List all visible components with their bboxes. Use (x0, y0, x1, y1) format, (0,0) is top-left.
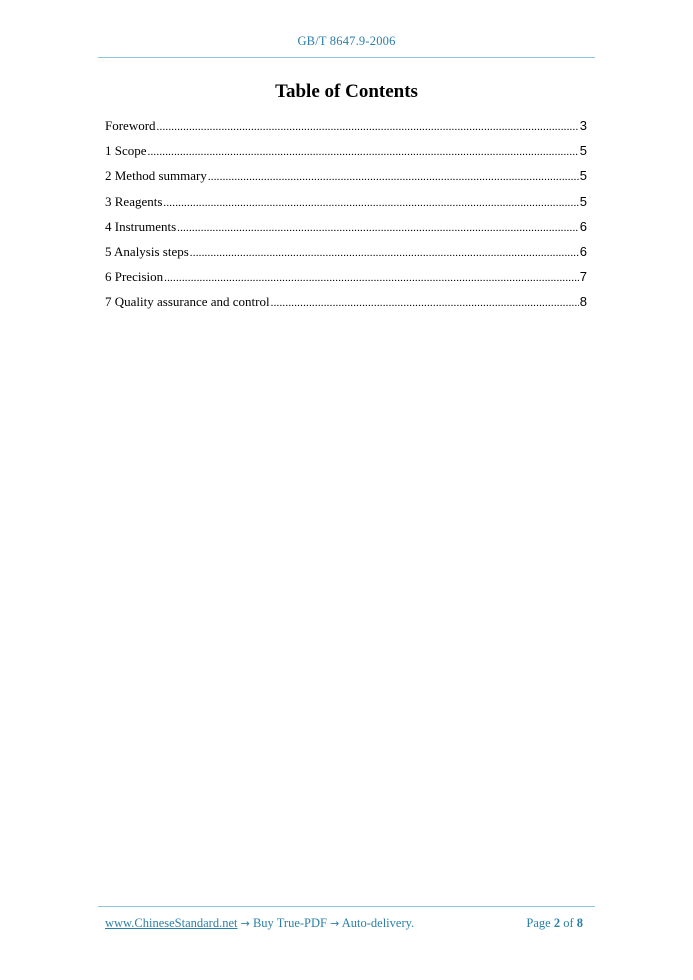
header-divider (98, 57, 595, 58)
total-pages-number: 8 (576, 916, 583, 930)
toc-entry-label: 4 Instruments (105, 218, 177, 234)
toc-dot-leader (157, 121, 579, 133)
toc-entry-label: Foreword (105, 118, 156, 133)
toc-title: Table of Contents (275, 81, 418, 102)
toc-entry-page: 6 (579, 243, 587, 259)
toc-entry-precision[interactable] (105, 269, 587, 294)
toc-dot-leader (163, 197, 578, 209)
toc-dot-leader (148, 146, 579, 158)
toc-entry-foreword[interactable] (105, 118, 587, 143)
page-counter (526, 916, 583, 931)
toc-entry-label: 2 Method summary (105, 168, 207, 184)
auto-delivery-text: Auto-delivery. (341, 916, 415, 930)
toc-entry-label: 1 Scope (105, 143, 147, 159)
toc-list (105, 118, 587, 320)
toc-entry-page: 8 (579, 294, 587, 310)
arrow-right-icon: → (330, 917, 340, 930)
current-page-number: 2 (553, 916, 561, 930)
toc-entry-reagents[interactable] (105, 194, 587, 219)
toc-entry-page: 7 (579, 269, 587, 285)
footer-divider (98, 906, 595, 907)
of-word: of (563, 916, 574, 930)
header-standard-code: GB/T 8647.9-2006 (297, 34, 396, 48)
toc-dot-leader (190, 247, 579, 259)
toc-dot-leader (208, 171, 579, 183)
buy-true-pdf-text: Buy True-PDF (252, 916, 327, 930)
page-word: Page (526, 916, 551, 930)
toc-entry-page: 5 (579, 193, 587, 209)
toc-entry-page: 5 (579, 143, 587, 159)
toc-entry-analysis-steps[interactable] (105, 244, 587, 269)
site-link[interactable]: www.ChineseStandard.net (105, 916, 238, 930)
toc-entry-instruments[interactable] (105, 219, 587, 244)
toc-dot-leader (164, 272, 579, 284)
toc-entry-method-summary[interactable] (105, 168, 587, 193)
toc-entry-page: 3 (579, 118, 587, 133)
arrow-right-icon: → (240, 917, 250, 930)
toc-dot-leader (271, 297, 579, 309)
toc-entry-label: 6 Precision (105, 269, 164, 285)
toc-entry-quality-assurance[interactable] (105, 294, 587, 319)
toc-dot-leader (177, 222, 579, 234)
toc-entry-label: 7 Quality assurance and control (105, 294, 270, 310)
toc-entry-label: 3 Reagents (105, 193, 163, 209)
toc-entry-page: 5 (579, 168, 587, 184)
toc-entry-label: 5 Analysis steps (105, 243, 189, 259)
footer-promo (105, 916, 414, 931)
toc-entry-page: 6 (579, 218, 587, 234)
toc-entry-scope[interactable] (105, 143, 587, 168)
